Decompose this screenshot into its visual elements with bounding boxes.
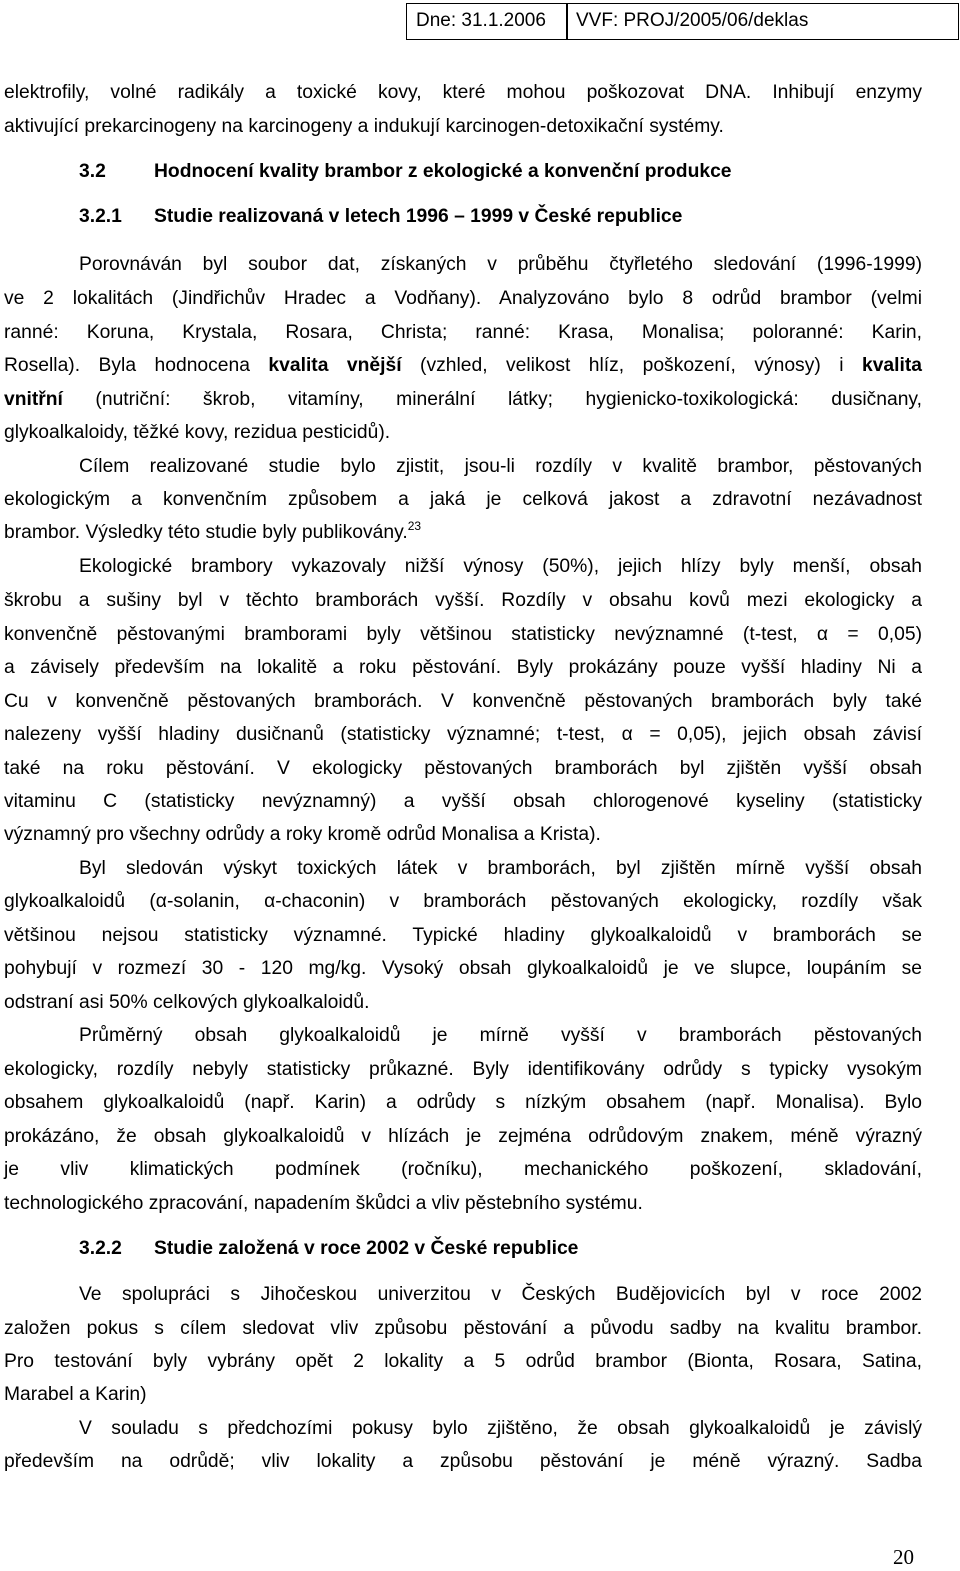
body-line: prokázáno, že obsah glykoalkaloidů v hlízách je zejména odrůdovým znakem, méně výrazný <box>4 1126 922 1147</box>
section-heading-3-2-2 <box>79 1237 960 1261</box>
bold-term: vnitřní <box>4 389 63 410</box>
body-line: aktivující prekarcinogeny na karcinogeny a indukují karcinogen-detoxikační systémy. <box>4 116 724 137</box>
body-text: Rosella). Byla hodnocena <box>4 355 269 376</box>
body-line: významný pro všechny odrůdy a roky kromě odrůd Monalisa a Krista). <box>4 824 601 845</box>
footnote-reference: 23 <box>407 519 422 533</box>
body-line: ekologickým a konvenčním způsobem a jaká je celková jakost a zdravotní nezávadnost <box>4 489 922 510</box>
body-line: Porovnáván byl soubor dat, získaných v průběhu čtyřletého sledování (1996-1999) <box>79 254 922 275</box>
page-number: 20 <box>893 1545 914 1569</box>
section-title: Studie založená v roce 2002 v České republice <box>154 1238 579 1259</box>
body-line: obsahem glykoalkaloidů (např. Karin) a odrůdy s nízkým obsahem (např. Monalisa). Bylo <box>4 1092 922 1113</box>
body-line: je vliv klimatických podmínek (ročníku), mechanického poškození, skladování, <box>4 1159 922 1180</box>
section-heading-3-2-1 <box>79 205 960 229</box>
bold-term: kvalita <box>861 355 922 376</box>
body-line: Ekologické brambory vykazovaly nižší výnosy (50%), jejich hlízy byly menší, obsah <box>79 556 922 577</box>
body-line: odstraní asi 50% celkových glykoalkaloidů. <box>4 992 370 1013</box>
bold-term: kvalita vnější <box>268 355 402 376</box>
section-number: 3.2.2 <box>79 1238 122 1259</box>
body-line: vitaminu C (statisticky nevýznamný) a vyšší obsah chlorogenové kyseliny (statisticky <box>4 791 922 812</box>
body-line: konvenčně pěstovanými bramborami byly většinou statisticky nevýznamné (t-test, α = 0,05) <box>4 624 922 645</box>
body-line: především na odrůdě; vliv lokality a způsobu pěstování je méně výrazný. Sadba <box>4 1451 922 1472</box>
body-line: většinou nejsou statisticky významné. Typické hladiny glykoalkaloidů v bramborách se <box>4 925 922 946</box>
body-line: Průměrný obsah glykoalkaloidů je mírně vyšší v bramborách pěstovaných <box>79 1025 922 1046</box>
section-number: 3.2 <box>79 161 106 182</box>
body-line: ekologicky, rozdíly nebyly statisticky průkazné. Byly identifikovány odrůdy s typicky vysokým <box>4 1059 922 1080</box>
body-text: (nutriční: škrob, vitamíny, minerální látky; hygienicko-toxikologická: dusičnany, <box>62 389 922 410</box>
body-line: Pro testování byly vybrány opět 2 lokality a 5 odrůd brambor (Bionta, Rosara, Satina, <box>4 1351 922 1372</box>
body-line: Byl sledován výskyt toxických látek v bramborách, byl zjištěn mírně vyšší obsah <box>79 858 922 879</box>
header-reference: VVF: PROJ/2005/06/deklas <box>566 3 959 40</box>
body-line: glykoalkaloidy, těžké kovy, rezidua pesticidů). <box>4 422 391 443</box>
body-line: elektrofily, volné radikály a toxické kovy, které mohou poškozovat DNA. Inhibují enzymy <box>4 82 922 103</box>
body-line: Cílem realizované studie bylo zjistit, jsou-li rozdíly v kvalitě brambor, pěstovaných <box>79 456 922 477</box>
body-line: a závisely především na lokalitě a roku pěstování. Byly prokázány pouze vyšší hladiny Ni a <box>4 657 922 678</box>
body-line: založen pokus s cílem sledovat vliv způsobu pěstování a původu sadby na kvalitu brambor. <box>4 1318 922 1339</box>
body-line: nalezeny vyšší hladiny dusičnanů (statisticky významné; t-test, α = 0,05), jejich obsah závisí <box>4 724 922 745</box>
body-line <box>4 521 922 545</box>
body-text: brambor. Výsledky této studie byly publikovány. <box>4 522 408 543</box>
body-line: Ve spolupráci s Jihočeskou univerzitou v Českých Budějovicích byl v roce 2002 <box>79 1284 922 1305</box>
section-title: Studie realizovaná v letech 1996 – 1999 v České republice <box>154 206 683 227</box>
body-line: technologického zpracování, napadením škůdci a vliv pěstebního systému. <box>4 1193 643 1214</box>
body-line: ranné: Koruna, Krystala, Rosara, Christa; ranné: Krasa, Monalisa; poloranné: Karin, <box>4 322 922 343</box>
body-line: pohybují v rozmezí 30 - 120 mg/kg. Vysoký obsah glykoalkaloidů je ve slupce, loupáním se <box>4 958 922 979</box>
body-line: V souladu s předchozími pokusy bylo zjištěno, že obsah glykoalkaloidů je závislý <box>79 1418 922 1439</box>
body-line <box>4 354 922 378</box>
body-line <box>4 388 922 412</box>
body-line: také na roku pěstování. V ekologicky pěstovaných bramborách byl zjištěn vyšší obsah <box>4 758 922 779</box>
body-line: ve 2 lokalitách (Jindřichův Hradec a Vodňany). Analyzováno bylo 8 odrůd brambor (velmi <box>4 288 922 309</box>
body-line: glykoalkaloidů (α-solanin, α-chaconin) v bramborách pěstovaných ekologicky, rozdíly však <box>4 891 922 912</box>
body-line: Marabel a Karin) <box>4 1384 147 1405</box>
section-title: Hodnocení kvality brambor z ekologické a konvenční produkce <box>154 161 732 182</box>
body-line: škrobu a sušiny byl v těchto bramborách vyšší. Rozdíly v obsahu kovů mezi ekologicky a <box>4 590 922 611</box>
header-date: Dne: 31.1.2006 <box>406 3 568 40</box>
body-text: (vzhled, velikost hlíz, poškození, výnosy) i <box>401 355 862 376</box>
section-heading-3-2 <box>79 160 960 184</box>
body-line: Cu v konvenčně pěstovaných bramborách. V konvenčně pěstovaných bramborách byly také <box>4 691 922 712</box>
section-number: 3.2.1 <box>79 206 122 227</box>
